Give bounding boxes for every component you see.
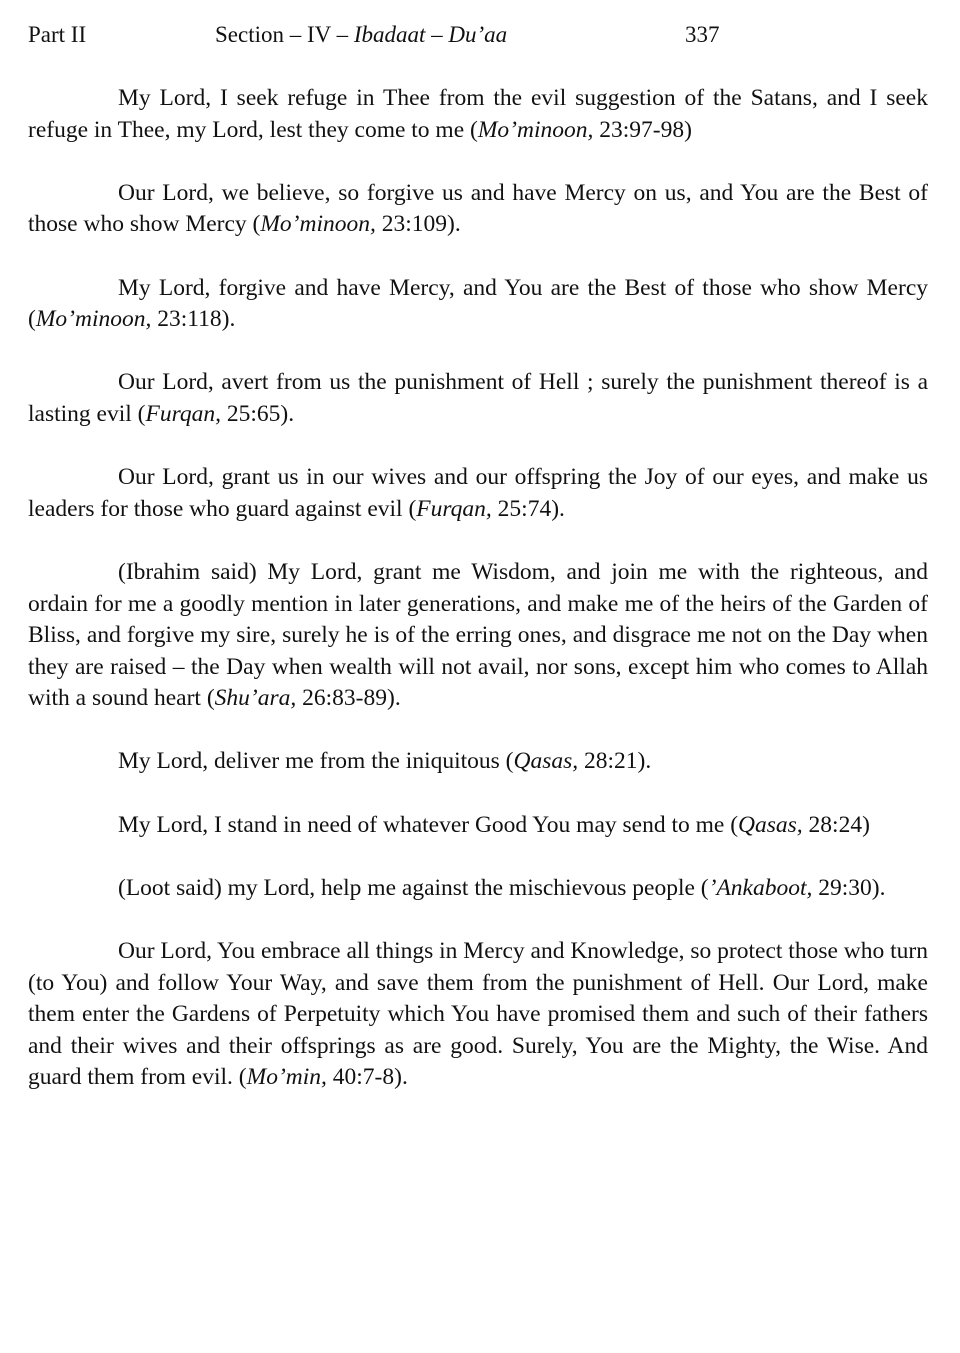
surah-reference: Qasas, [513,748,579,775]
page-body [28,83,928,1126]
surah-reference: Qasas, [738,811,803,838]
dua-paragraph [28,178,928,241]
paragraph-text: Our Lord, grant us in our wives and our offspring the Joy of our eyes, and make us leaders for those who guard against evil ( [28,464,928,522]
verse-reference: 25:65). [221,400,295,427]
paragraph-text: My Lord, I stand in need of whatever Good You may send to me ( [118,811,739,838]
surah-reference: Shu’ara, [214,685,297,712]
paragraph-text: Our Lord, we believe, so forgive us and have Mercy on us, and You are the Best of those who show Mercy ( [28,179,928,238]
surah-reference: Furqan, [145,400,221,427]
verse-reference: 23:97-98) [593,116,692,143]
page-header [0,22,960,54]
part-label: Part II [28,22,87,47]
dua-paragraph [28,367,928,430]
paragraph-text: My Lord, I seek refuge in Thee from the evil suggestion of the Satans, and I seek refuge in Thee, my Lord, lest they come to me ( [28,85,928,143]
paragraph-text: (Loot said) my Lord, help me against the mischievous people ( [118,874,709,901]
section-title: Ibadaat – Du’aa [353,22,508,47]
dua-paragraph [28,83,928,146]
verse-reference: 28:21). [578,748,652,775]
surah-reference: Furqan, [416,495,492,522]
dua-paragraph [28,273,928,336]
verse-reference: 28:24) [802,811,870,838]
paragraph-text: My Lord, forgive and have Mercy, and You are the Best of those who show Mercy ( [28,274,928,333]
verse-reference: 26:83-89). [296,685,401,712]
surah-reference: ’Ankaboot, [708,874,813,901]
dua-paragraph [28,462,928,525]
surah-reference: Mo’min, [246,1064,327,1091]
page-number: 337 [685,22,720,47]
section-label [215,22,507,48]
paragraph-text: (Ibrahim said) My Lord, grant me Wisdom, and join me with the righteous, and ordain for me a goodly mention in later generations, and make me of the heirs of the Garden of Bliss, and forgive my sire, surely he is of the erring ones, and disgrace me not on the Day when they are raised – the Day when wealth will not avail, nor sons, except him who comes to Allah with a sound heart ( [28,558,928,712]
paragraph-text: Our Lord, avert from us the punishment of Hell ; surely the punishment thereof is a lasting evil ( [28,369,928,427]
surah-reference: Mo’minoon, [260,211,376,238]
surah-reference: Mo’minoon, [477,116,594,143]
verse-reference: 29:30). [812,874,886,901]
dua-paragraph [28,873,928,905]
dua-paragraph [28,746,928,778]
verse-reference: 40:7-8). [326,1064,408,1091]
paragraph-text: Our Lord, You embrace all things in Mercy and Knowledge, so protect those who turn (to You) and follow Your Way, and save them from the punishment of Hell. Our Lord, make them enter the Gardens of Perpetuity which You have promised them and such of their fathers and their wives and their offsprings as are good. Surely, You are the Mighty, the Wise. And guard them from evil. ( [28,938,928,1091]
verse-reference: 25:74). [491,495,565,522]
verse-reference: 23:118). [151,306,236,333]
dua-paragraph [28,936,928,1094]
section-prefix: Section – IV – [215,22,354,47]
verse-reference: 23:109). [375,211,461,238]
surah-reference: Mo’minoon, [35,306,152,333]
dua-paragraph [28,810,928,842]
paragraph-text: My Lord, deliver me from the iniquitous ( [118,748,514,775]
dua-paragraph [28,557,928,715]
